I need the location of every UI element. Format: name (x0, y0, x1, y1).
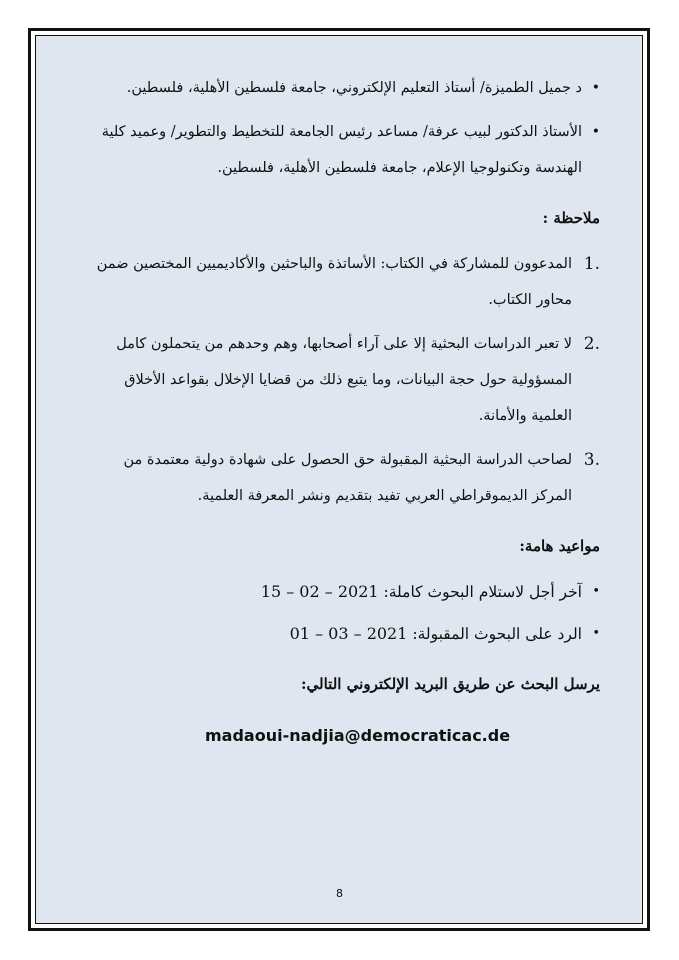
submission-email-link[interactable]: madaoui-nadjia@democraticac.de (205, 726, 511, 745)
note-text: لا تعبر الدراسات البحثية إلا على آراء أصحابها، وهم وحدهم من يتحملون كامل المسؤولية حول حجة البيانات، وما يتبع ذلك من قضايا الإخلال بقواعد الأخلاق العلمية والأمانة. (116, 336, 572, 424)
note-text: لصاحب الدراسة البحثية المقبولة حق الحصول على شهادة دولية معتمدة من المركز الديموقراطي العربي تفيد بتقديم ونشر المعرفة العلمية. (123, 452, 572, 504)
note-item (90, 246, 600, 318)
deadline-item (90, 616, 600, 652)
submission-heading: يرسل البحث عن طريق البريد الإلكتروني التالي: (301, 675, 600, 693)
note-item (90, 442, 600, 514)
note-number: 1. (583, 254, 600, 274)
note-item (90, 326, 600, 434)
deadline-label: آخر أجل لاستلام البحوث كاملة: (383, 583, 582, 601)
deadline-label: الرد على البحوث المقبولة: (412, 625, 582, 643)
note-number: 3. (583, 450, 600, 470)
notes-heading: ملاحظة : (542, 209, 600, 227)
contributor-item: • د جميل الطميزة/ أستاذ التعليم الإلكتروني، جامعة فلسطين الأهلية، فلسطين. (90, 70, 600, 106)
note-text: المدعوون للمشاركة في الكتاب: الأساتذة والباحثين والأكاديميين المختصين ضمن محاور الكتاب. (96, 256, 572, 308)
contributor-item: • الأستاذ الدكتور لبيب عرفة/ مساعد رئيس الجامعة للتخطيط والتطوير/ وعميد كلية الهندسة وتكنولوجيا الإعلام، جامعة فلسطين الأهلية، فلسطين. (90, 114, 600, 186)
page-number: 8 (336, 887, 343, 900)
deadline-date: 01 – 03 – 2021 (289, 624, 408, 643)
deadlines-heading: مواعيد هامة: (519, 537, 600, 555)
deadline-date: 15 – 02 – 2021 (260, 582, 379, 601)
note-number: 2. (583, 334, 600, 354)
deadline-item (90, 574, 600, 610)
document-body (90, 70, 600, 745)
